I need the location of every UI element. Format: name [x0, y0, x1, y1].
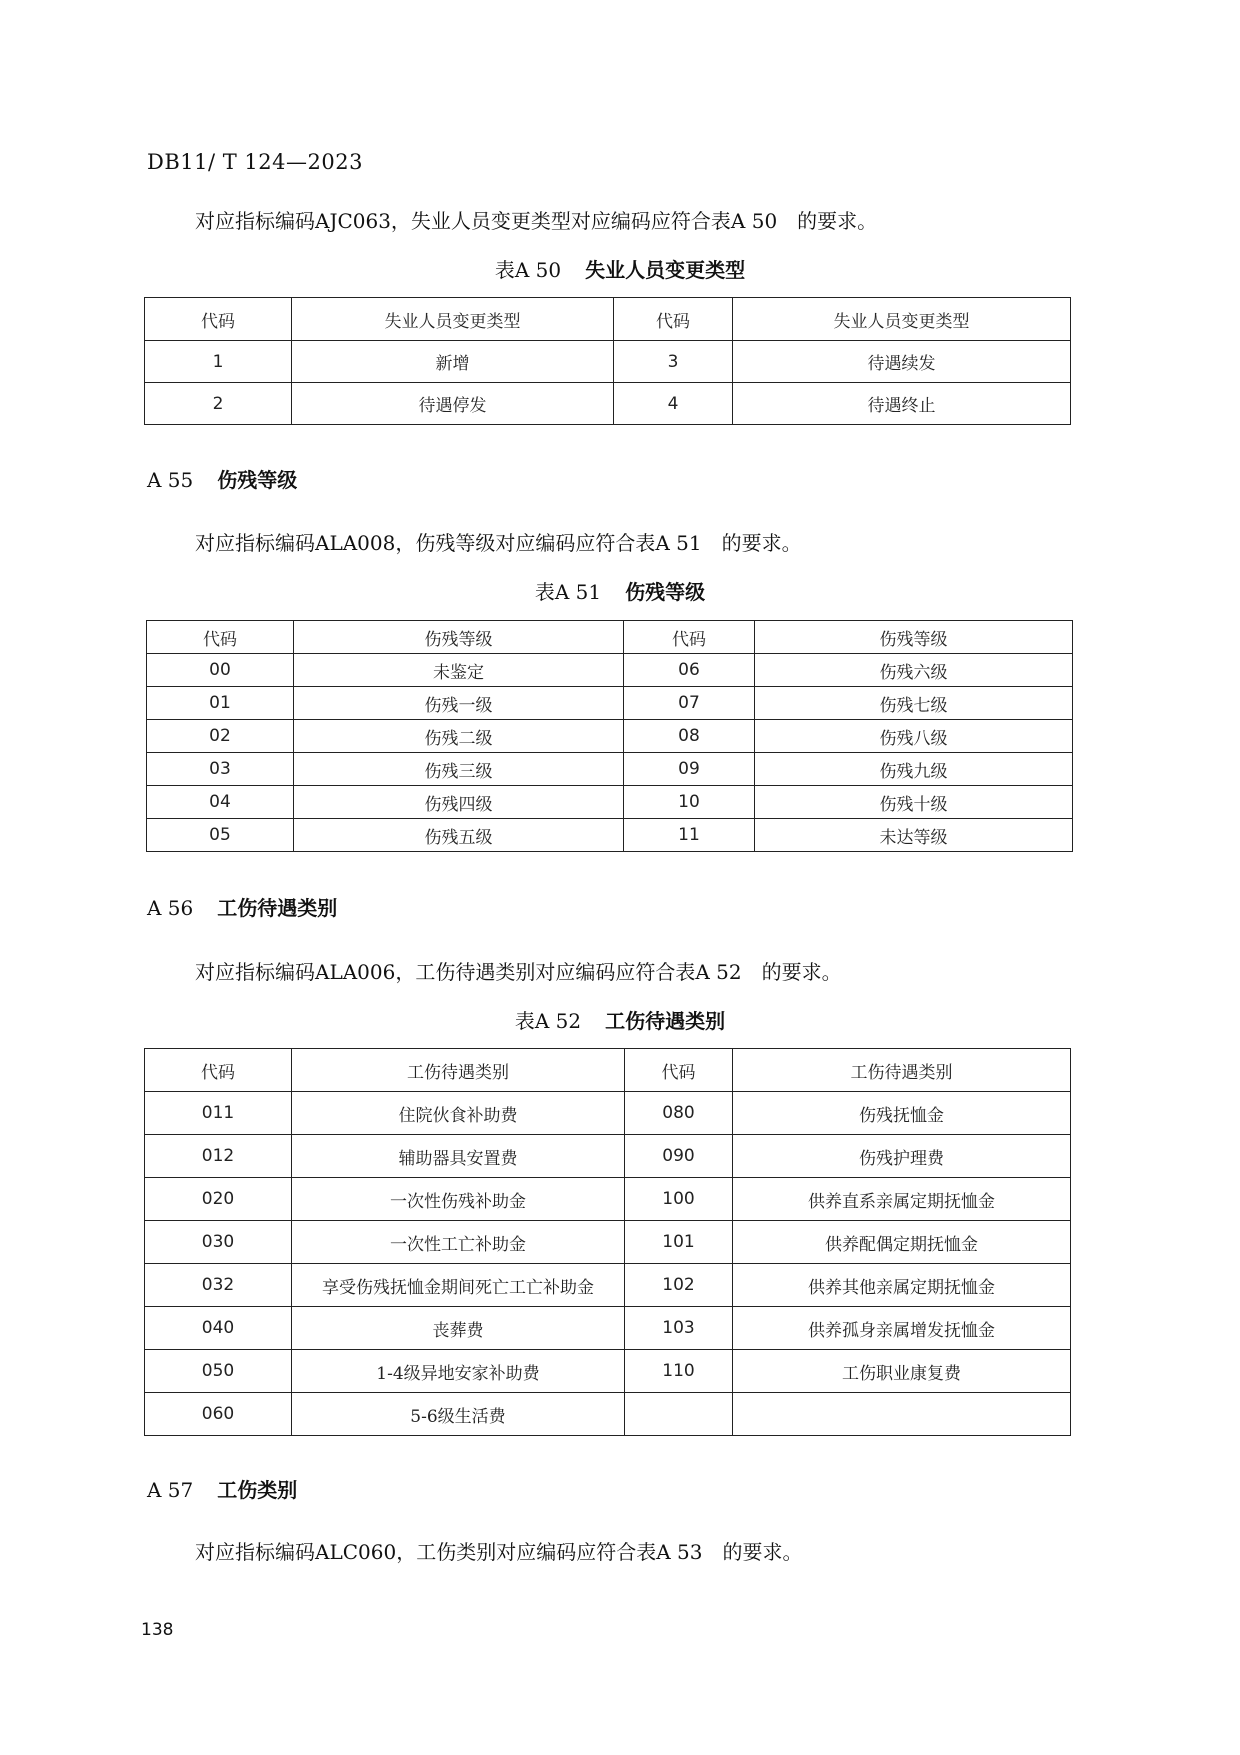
code-cell: 代码: [147, 621, 294, 654]
label-cell: 伤残护理费: [733, 1135, 1071, 1178]
section-number: A 57: [147, 1478, 194, 1502]
table-row: [147, 720, 1073, 753]
section-heading-a56: [147, 892, 337, 921]
code-cell: 代码: [625, 1049, 733, 1092]
label-cell: 工伤待遇类别: [292, 1049, 625, 1092]
table-a50: [144, 297, 1071, 425]
section-number: A 55: [147, 468, 194, 492]
code-cell: 01: [147, 687, 294, 720]
label-cell: 住院伙食补助费: [292, 1092, 625, 1135]
paragraph-a52: 对应指标编码ALA006，工伤待遇类别对应编码应符合表A 52 的要求。: [195, 960, 842, 984]
table-row: [145, 1264, 1071, 1307]
table-row: [145, 341, 1071, 383]
caption-number: 表A 50: [494, 258, 562, 282]
table-row: [145, 1393, 1071, 1436]
label-cell: 供养孤身亲属增发抚恤金: [733, 1307, 1071, 1350]
label-cell: 伤残六级: [755, 654, 1073, 687]
code-cell: 040: [145, 1307, 292, 1350]
label-cell: 丧葬费: [292, 1307, 625, 1350]
paragraph-a51: 对应指标编码ALA008，伤残等级对应编码应符合表A 51 的要求。: [195, 531, 802, 555]
label-cell: 5-6级生活费: [292, 1393, 625, 1436]
table-row: [147, 819, 1073, 852]
code-cell: 02: [147, 720, 294, 753]
code-cell: 030: [145, 1221, 292, 1264]
table-row: [145, 1135, 1071, 1178]
code-cell: 04: [147, 786, 294, 819]
code-cell: 110: [625, 1350, 733, 1393]
caption-title: 伤残等级: [625, 580, 706, 604]
label-cell: 伤残抚恤金: [733, 1092, 1071, 1135]
code-cell: 102: [625, 1264, 733, 1307]
label-cell: 伤残五级: [294, 819, 624, 852]
label-cell: 享受伤残抚恤金期间死亡工亡补助金: [292, 1264, 625, 1307]
code-cell: 100: [625, 1178, 733, 1221]
table-row: [145, 1092, 1071, 1135]
caption-title: 失业人员变更类型: [585, 258, 746, 282]
code-cell: 080: [625, 1092, 733, 1135]
caption-title: 工伤待遇类别: [605, 1009, 726, 1033]
label-cell: 伤残二级: [294, 720, 624, 753]
code-cell: 4: [614, 383, 733, 425]
code-cell: 101: [625, 1221, 733, 1264]
label-cell: 供养配偶定期抚恤金: [733, 1221, 1071, 1264]
caption-number: 表A 52: [514, 1009, 582, 1033]
code-cell: 代码: [145, 1049, 292, 1092]
label-cell: [733, 1393, 1071, 1436]
table-row: [145, 383, 1071, 425]
label-cell: 新增: [292, 341, 614, 383]
label-cell: 未达等级: [755, 819, 1073, 852]
code-cell: [625, 1393, 733, 1436]
code-cell: 012: [145, 1135, 292, 1178]
label-cell: 失业人员变更类型: [292, 298, 614, 341]
label-cell: 1-4级异地安家补助费: [292, 1350, 625, 1393]
label-cell: 供养其他亲属定期抚恤金: [733, 1264, 1071, 1307]
section-title: 工伤待遇类别: [217, 896, 338, 920]
paragraph-a50: 对应指标编码AJC063，失业人员变更类型对应编码应符合表A 50 的要求。: [195, 209, 878, 233]
label-cell: 伤残四级: [294, 786, 624, 819]
label-cell: 伤残七级: [755, 687, 1073, 720]
code-cell: 060: [145, 1393, 292, 1436]
label-cell: 工伤职业康复费: [733, 1350, 1071, 1393]
label-cell: 工伤待遇类别: [733, 1049, 1071, 1092]
code-cell: 020: [145, 1178, 292, 1221]
section-heading-a55: [147, 464, 297, 493]
code-cell: 103: [625, 1307, 733, 1350]
table-header-row: [145, 1049, 1071, 1092]
code-cell: 代码: [145, 298, 292, 341]
code-cell: 10: [624, 786, 755, 819]
table-row: [145, 1350, 1071, 1393]
label-cell: 失业人员变更类型: [733, 298, 1071, 341]
code-cell: 代码: [614, 298, 733, 341]
code-cell: 050: [145, 1350, 292, 1393]
code-cell: 代码: [624, 621, 755, 654]
label-cell: 伤残八级: [755, 720, 1073, 753]
table-a52: [144, 1048, 1071, 1436]
section-heading-a57: [147, 1474, 297, 1503]
table-row: [147, 687, 1073, 720]
label-cell: 待遇终止: [733, 383, 1071, 425]
code-cell: 06: [624, 654, 755, 687]
table-row: [145, 1221, 1071, 1264]
table-caption-a51: [0, 576, 1240, 605]
label-cell: 辅助器具安置费: [292, 1135, 625, 1178]
code-cell: 090: [625, 1135, 733, 1178]
code-cell: 032: [145, 1264, 292, 1307]
table-row: [147, 654, 1073, 687]
table-row: [147, 786, 1073, 819]
code-cell: 07: [624, 687, 755, 720]
code-cell: 03: [147, 753, 294, 786]
label-cell: 伤残等级: [294, 621, 624, 654]
paragraph-a53: 对应指标编码ALC060，工伤类别对应编码应符合表A 53 的要求。: [195, 1540, 803, 1564]
code-cell: 09: [624, 753, 755, 786]
table-a51: [146, 620, 1073, 852]
label-cell: 一次性伤残补助金: [292, 1178, 625, 1221]
code-cell: 00: [147, 654, 294, 687]
code-cell: 05: [147, 819, 294, 852]
page-number: 138: [141, 1620, 174, 1640]
caption-number: 表A 51: [534, 580, 602, 604]
label-cell: 供养直系亲属定期抚恤金: [733, 1178, 1071, 1221]
section-title: 伤残等级: [217, 468, 298, 492]
label-cell: 一次性工亡补助金: [292, 1221, 625, 1264]
table-header-row: [145, 298, 1071, 341]
label-cell: 未鉴定: [294, 654, 624, 687]
document-code: DB11/ T 124—2023: [147, 150, 363, 174]
code-cell: 011: [145, 1092, 292, 1135]
label-cell: 伤残九级: [755, 753, 1073, 786]
code-cell: 08: [624, 720, 755, 753]
label-cell: 伤残三级: [294, 753, 624, 786]
label-cell: 伤残十级: [755, 786, 1073, 819]
section-number: A 56: [147, 896, 194, 920]
table-caption-a50: [0, 254, 1240, 283]
table-header-row: [147, 621, 1073, 654]
table-caption-a52: [0, 1005, 1240, 1034]
label-cell: 待遇停发: [292, 383, 614, 425]
code-cell: 11: [624, 819, 755, 852]
label-cell: 待遇续发: [733, 341, 1071, 383]
label-cell: 伤残一级: [294, 687, 624, 720]
code-cell: 3: [614, 341, 733, 383]
label-cell: 伤残等级: [755, 621, 1073, 654]
table-row: [147, 753, 1073, 786]
code-cell: 1: [145, 341, 292, 383]
table-row: [145, 1178, 1071, 1221]
code-cell: 2: [145, 383, 292, 425]
section-title: 工伤类别: [217, 1478, 298, 1502]
table-row: [145, 1307, 1071, 1350]
